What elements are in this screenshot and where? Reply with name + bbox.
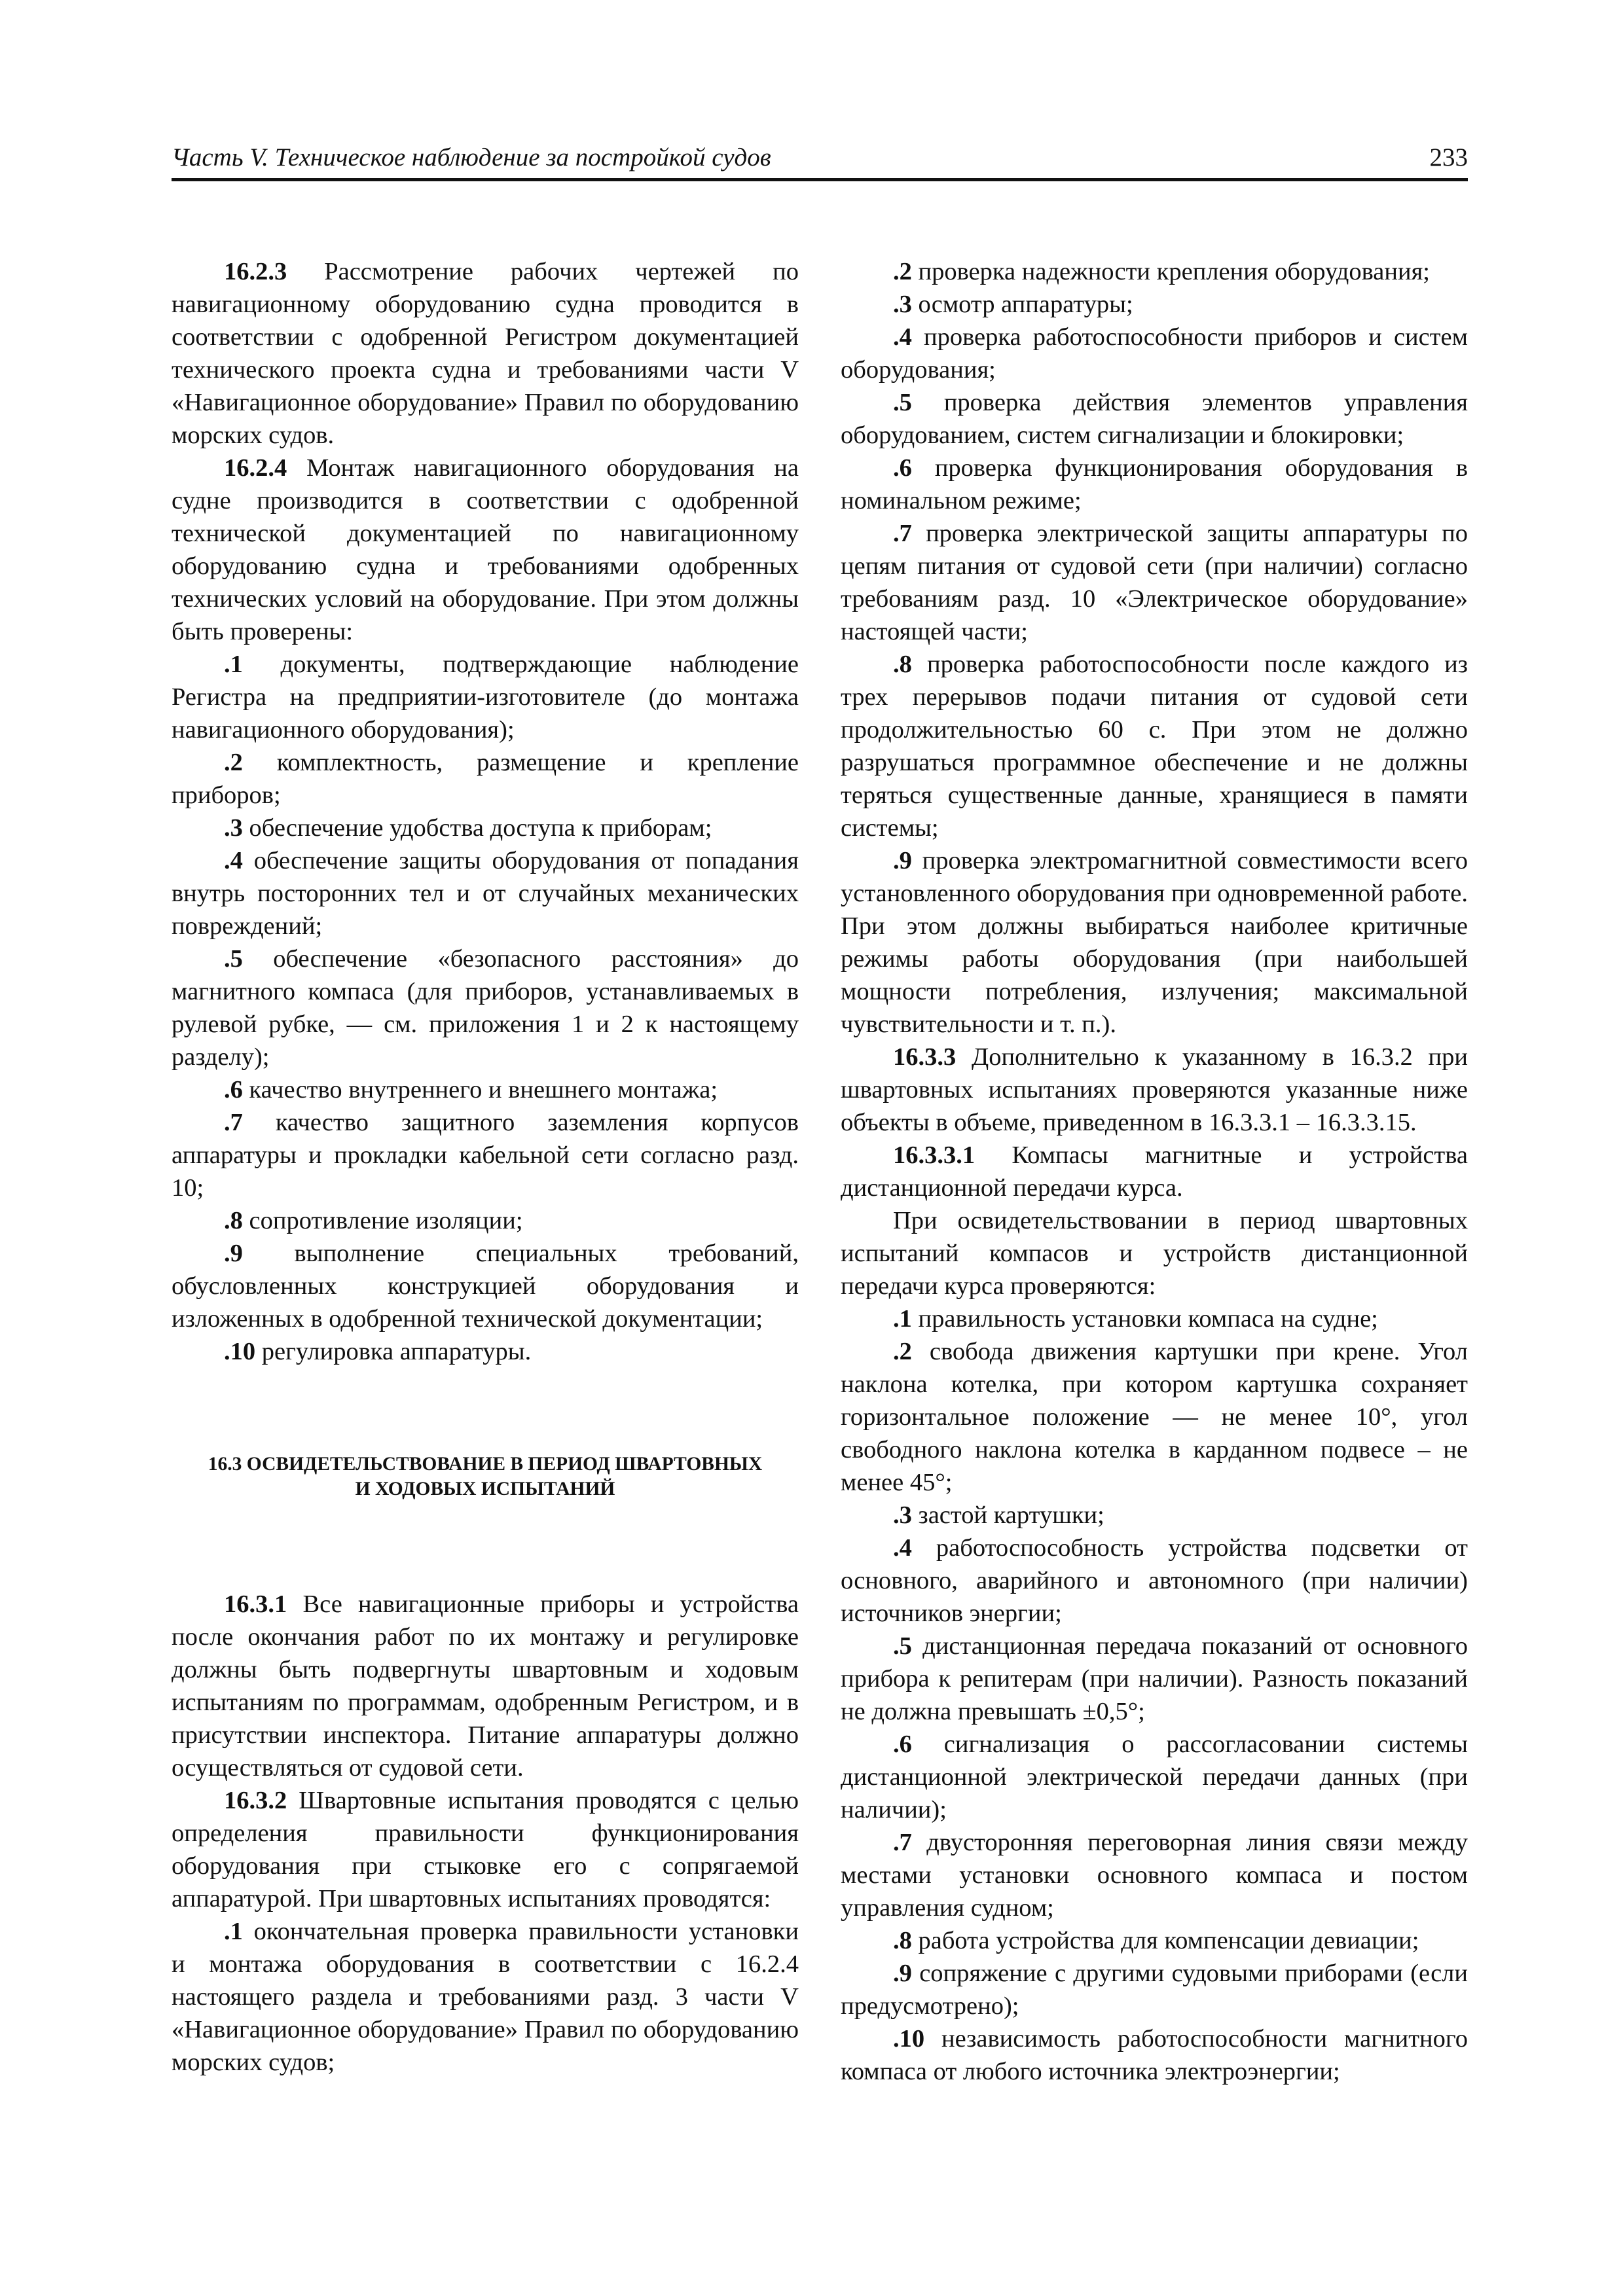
paragraph [841, 1139, 1468, 1204]
section-heading-line: 16.3 ОСВИДЕТЕЛЬСТВОВАНИЕ В ПЕРИОД ШВАРТОВНЫХ [208, 1454, 763, 1475]
list-item [841, 255, 1468, 288]
item-text: проверка работоспособности приборов и систем оборудования; [841, 323, 1468, 384]
page-number: 233 [1429, 143, 1468, 171]
item-number: .3 [224, 814, 243, 842]
item-text: качество внутреннего и внешнего монтажа; [242, 1076, 718, 1103]
item-number: .6 [893, 454, 912, 482]
list-item [172, 1106, 799, 1204]
item-number: .1 [893, 1305, 912, 1333]
item-number: .9 [224, 1240, 243, 1267]
clause-number: 16.2.3 [224, 258, 287, 285]
item-number: .6 [224, 1076, 243, 1103]
list-item [841, 288, 1468, 321]
paragraph [172, 1588, 799, 1784]
list-item [841, 1924, 1468, 1957]
item-number: .5 [893, 389, 912, 416]
clause-text: Все навигационные приборы и устройства после окончания работ по их монтажу и регулировке должны быть подвергнуты швартовным и ходовым испытаниям по программам, одобренным Регистром, и в присутствии инспектора. Питание аппаратуры должно осуществляться от судовой сети. [172, 1590, 799, 1782]
list-item [172, 1073, 799, 1106]
right-column [841, 255, 1468, 2088]
list-item [172, 1204, 799, 1237]
item-text: застой картушки; [911, 1501, 1104, 1529]
item-number: .4 [893, 323, 912, 351]
item-text: обеспечение защиты оборудования от попадания внутрь посторонних тел и от случайных механических повреждений; [172, 847, 799, 940]
list-item [172, 1335, 799, 1368]
list-item [841, 2022, 1468, 2088]
item-number: .2 [893, 1338, 912, 1365]
item-number: .5 [893, 1632, 912, 1660]
item-number: .10 [224, 1338, 256, 1365]
left-column [172, 255, 799, 2079]
list-item [172, 1915, 799, 2079]
clause-number: 16.3.2 [224, 1787, 287, 1814]
item-number: .3 [893, 291, 912, 318]
list-item [172, 1237, 799, 1335]
item-text: работа устройства для компенсации девиации; [911, 1927, 1419, 1954]
list-item [172, 648, 799, 746]
page-header [172, 143, 1468, 181]
item-text: обеспечение «безопасного расстояния» до магнитного компаса (для приборов, устанавливаемых в рулевой рубке, — см. приложения 1 и 2 к настоящему разделу); [172, 945, 799, 1071]
item-number: .7 [224, 1109, 243, 1136]
list-item [841, 1499, 1468, 1532]
list-item [841, 321, 1468, 386]
item-text: комплектность, размещение и крепление приборов; [172, 749, 799, 809]
list-item [172, 844, 799, 942]
list-item [841, 1532, 1468, 1630]
item-text: независимость работоспособности магнитного компаса от любого источника электроэнергии; [841, 2025, 1468, 2085]
list-item [841, 648, 1468, 844]
item-number: .2 [224, 749, 243, 776]
item-text: двусторонняя переговорная линия связи между местами установки основного компаса и постом управления судном; [841, 1829, 1468, 1922]
paragraph [172, 255, 799, 452]
list-item [841, 1826, 1468, 1924]
item-text: проверка работоспособности после каждого из трех перерывов подачи питания от судовой сети продолжительностью 60 с. При этом не должно разрушаться программное обеспечение и не должны теряться существенные данные, хранящиеся в памяти системы; [841, 651, 1468, 842]
list-item [841, 1335, 1468, 1499]
clause-text: Швартовные испытания проводятся с целью определения правильности функционирования оборудования при стыковке его с сопрягаемой аппаратурой. При швартовных испытаниях проводятся: [172, 1787, 799, 1912]
section-heading [172, 1452, 799, 1501]
item-number: .5 [224, 945, 243, 973]
item-text: сигнализация о рассогласовании системы дистанционной электрической передачи данных (при наличии); [841, 1731, 1468, 1823]
list-item [841, 1302, 1468, 1335]
clause-number: 16.3.1 [224, 1590, 287, 1618]
item-number: .6 [893, 1731, 912, 1758]
list-item [841, 1957, 1468, 2022]
section-heading-line: И ХОДОВЫХ ИСПЫТАНИЙ [355, 1479, 615, 1499]
item-number: .8 [893, 1927, 912, 1954]
list-item [841, 844, 1468, 1041]
clause-number: 16.3.3.1 [893, 1141, 976, 1169]
item-number: .1 [224, 651, 243, 678]
item-text: осмотр аппаратуры; [911, 291, 1133, 318]
item-number: .4 [893, 1534, 912, 1562]
item-text: работоспособность устройства подсветки от основного, аварийного и автономного (при наличии) источников энергии; [841, 1534, 1468, 1627]
clause-text: Дополнительно к указанному в 16.3.2 при швартовных испытаниях проверяются указанные ниже объекты в объеме, приведенном в 16.3.3.1 – 16.3.3.15. [841, 1043, 1468, 1136]
item-text: сопротивление изоляции; [242, 1207, 523, 1234]
running-title: Часть V. Техническое наблюдение за постройкой судов [172, 143, 771, 171]
item-text: свобода движения картушки при крене. Угол наклона котелка, при котором картушка сохраняет горизонтальное положение — не менее 10°, угол свободного наклона котелка в карданном подвесе – не менее 45°; [841, 1338, 1468, 1496]
item-text: проверка действия элементов управления оборудованием, систем сигнализации и блокировки; [841, 389, 1468, 449]
item-text: регулировка аппаратуры. [255, 1338, 532, 1365]
list-item [841, 1630, 1468, 1728]
item-text: качество защитного заземления корпусов аппаратуры и прокладки кабельной сети согласно разд. 10; [172, 1109, 799, 1202]
paragraph [172, 452, 799, 648]
list-item [172, 746, 799, 812]
item-number: .2 [893, 258, 912, 285]
item-text: окончательная проверка правильности установки и монтажа оборудования в соответствии с 16.2.4 настоящего раздела и требованиями разд. 3 части V «Навигационное оборудование» Правил по оборудованию морских судов; [172, 1918, 799, 2076]
item-number: .10 [893, 2025, 925, 2053]
clause-number: 16.2.4 [224, 454, 287, 482]
item-text: проверка электрической защиты аппаратуры по цепям питания от судовой сети (при наличии) согласно требованиям разд. 10 «Электрическое оборудование» настоящей части; [841, 520, 1468, 645]
item-number: .9 [893, 1960, 912, 1987]
item-number: .8 [224, 1207, 243, 1234]
list-item [172, 942, 799, 1073]
paragraph: При освидетельствовании в период швартовных испытаний компасов и устройств дистанционной передачи курса проверяются: [841, 1207, 1468, 1300]
item-text: сопряжение с другими судовыми приборами (если предусмотрено); [841, 1960, 1468, 2020]
item-text: правильность установки компаса на судне; [911, 1305, 1378, 1333]
list-item [841, 452, 1468, 517]
item-number: .3 [893, 1501, 912, 1529]
item-number: .4 [224, 847, 243, 874]
list-item [841, 386, 1468, 452]
item-number: .9 [893, 847, 912, 874]
list-item [172, 812, 799, 844]
list-item [841, 1728, 1468, 1826]
paragraph [841, 1041, 1468, 1139]
item-text: выполнение специальных требований, обусловленных конструкцией оборудования и изложенных в одобренной технической документации; [172, 1240, 799, 1333]
clause-text: Рассмотрение рабочих чертежей по навигационному оборудованию судна проводится в соответствии с одобренной Регистром документацией технического проекта судна и требованиями части V «Навигационное оборудование» Правил по оборудованию морских судов. [172, 258, 799, 449]
item-number: .7 [893, 1829, 912, 1856]
item-text: дистанционная передача показаний от основного прибора к репитерам (при наличии). Разность показаний не должна превышать ±0,5°; [841, 1632, 1468, 1725]
list-item [841, 517, 1468, 648]
item-number: .8 [893, 651, 912, 678]
item-text: документы, подтверждающие наблюдение Регистра на предприятии-изготовителе (до монтажа навигационного оборудования); [172, 651, 799, 744]
paragraph [172, 1784, 799, 1915]
item-number: .1 [224, 1918, 243, 1945]
clause-text: Компасы магнитные и устройства дистанционной передачи курса. [841, 1141, 1468, 1202]
clause-text: Монтаж навигационного оборудования на судне производится в соответствии с одобренной технической документацией по навигационному оборудованию судна и требованиями одобренных технических условий на оборудование. При этом должны быть проверены: [172, 454, 799, 645]
item-text: проверка функционирования оборудования в номинальном режиме; [841, 454, 1468, 514]
item-text: проверка надежности крепления оборудования; [911, 258, 1431, 285]
item-text: обеспечение удобства доступа к приборам; [242, 814, 712, 842]
item-text: проверка электромагнитной совместимости всего установленного оборудования при одновременной работе. При этом должны выбираться наиболее критичные режимы работы оборудования (при наибольшей мощности потребления, излучения; максимальной чувствительности и т. п.). [841, 847, 1468, 1038]
clause-number: 16.3.3 [893, 1043, 957, 1071]
item-number: .7 [893, 520, 912, 547]
